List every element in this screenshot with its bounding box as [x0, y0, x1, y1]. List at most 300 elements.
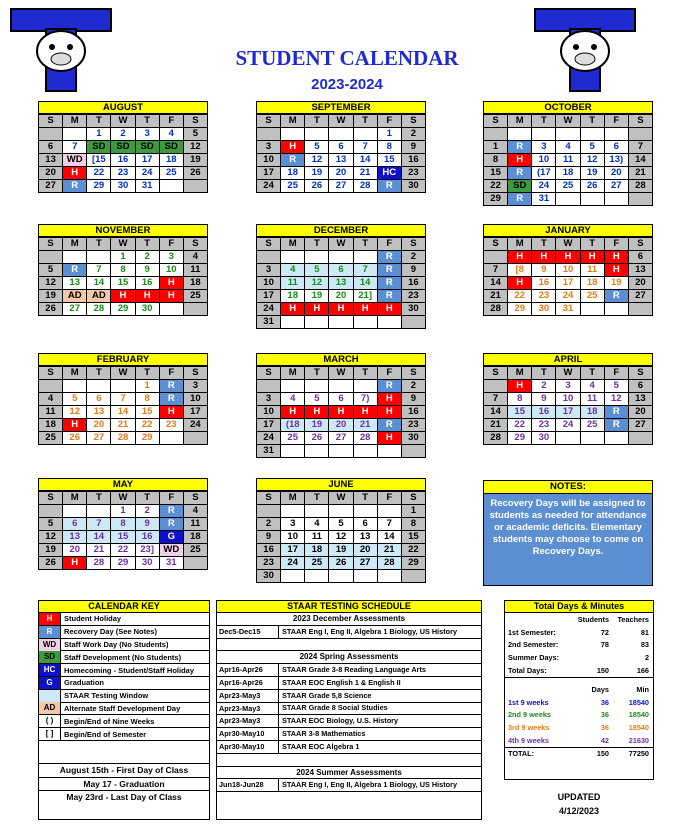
day-cell: [281, 505, 305, 518]
day-cell: 25: [305, 557, 329, 570]
weekday-header: M: [281, 367, 305, 380]
day-cell: [580, 303, 604, 316]
day-cell: 18: [39, 419, 63, 432]
weekday-header: T: [305, 492, 329, 505]
month-title: OCTOBER: [483, 101, 653, 114]
day-cell: 12: [183, 141, 207, 154]
weekday-header: F: [377, 115, 401, 128]
day-cell: 4: [281, 393, 305, 406]
day-cell: 31: [257, 316, 281, 329]
staar-date: Jun18-Jun28: [217, 779, 279, 791]
day-cell: 27: [39, 180, 63, 193]
day-cell: SD: [87, 141, 111, 154]
day-cell: 28: [111, 432, 135, 445]
day-cell: [508, 128, 532, 141]
day-cell: 14: [484, 406, 508, 419]
day-cell: 20: [329, 419, 353, 432]
day-cell: 31: [556, 303, 580, 316]
day-cell: 20: [87, 419, 111, 432]
day-cell: H: [377, 303, 401, 316]
day-cell: 30: [532, 303, 556, 316]
day-cell: 9: [135, 264, 159, 277]
day-cell: 17: [257, 290, 281, 303]
totals-col-students: Students: [577, 614, 609, 624]
day-cell: 16: [111, 154, 135, 167]
day-cell: 26: [305, 432, 329, 445]
key-label: Begin/End of Nine Weeks: [64, 716, 155, 726]
weekday-header: T: [353, 492, 377, 505]
month-march: [256, 353, 426, 458]
day-cell: 6: [63, 518, 87, 531]
day-cell: R: [377, 277, 401, 290]
month-june: [256, 478, 426, 583]
day-cell: [401, 570, 425, 583]
day-cell: 31: [257, 445, 281, 458]
day-cell: 29: [87, 180, 111, 193]
month-november: [38, 224, 208, 316]
day-cell: H: [604, 251, 628, 264]
weekday-header: M: [508, 238, 532, 251]
totals-row: 3rd 9 weeks 36 18540: [508, 723, 649, 733]
day-cell: 12: [329, 531, 353, 544]
day-cell: 22: [87, 167, 111, 180]
day-cell: H: [135, 290, 159, 303]
weekday-header: S: [484, 367, 508, 380]
day-cell: 9: [257, 531, 281, 544]
day-cell: 20: [39, 167, 63, 180]
day-cell: WD: [159, 544, 183, 557]
day-cell: 27: [353, 557, 377, 570]
totals-col-teachers: Teachers: [617, 614, 649, 624]
totals-row: 1st 9 weeks 36 18540: [508, 697, 649, 707]
day-cell: 23: [159, 419, 183, 432]
day-cell: [87, 380, 111, 393]
weekday-header: S: [183, 238, 207, 251]
day-cell: H: [604, 264, 628, 277]
day-cell: 1: [111, 505, 135, 518]
day-cell: 16: [532, 406, 556, 419]
month-title: MAY: [38, 478, 208, 491]
day-cell: 9: [401, 141, 425, 154]
day-cell: 7: [111, 393, 135, 406]
weekday-header: F: [159, 238, 183, 251]
day-cell: H: [281, 303, 305, 316]
day-cell: 19: [39, 290, 63, 303]
day-cell: AD: [87, 290, 111, 303]
day-cell: 13: [329, 277, 353, 290]
weekday-header: S: [628, 238, 652, 251]
day-cell: R: [377, 419, 401, 432]
weekday-header: M: [508, 115, 532, 128]
day-cell: 15: [377, 154, 401, 167]
day-cell: 30: [532, 432, 556, 445]
day-cell: 3: [257, 264, 281, 277]
day-cell: [329, 128, 353, 141]
key-item: [39, 728, 209, 741]
day-cell: 13: [39, 154, 63, 167]
day-cell: 16: [135, 531, 159, 544]
weekday-header: M: [63, 238, 87, 251]
day-cell: R: [159, 380, 183, 393]
day-cell: 18: [159, 154, 183, 167]
day-cell: 7: [63, 141, 87, 154]
day-cell: [257, 128, 281, 141]
day-cell: 24: [532, 180, 556, 193]
staar-dec-heading: 2023 December Assessments: [217, 613, 481, 626]
day-cell: 12: [604, 393, 628, 406]
day-cell: 19: [305, 167, 329, 180]
day-cell: H: [159, 406, 183, 419]
key-item: [39, 715, 209, 728]
day-cell: 17: [281, 544, 305, 557]
day-cell: 13: [63, 277, 87, 290]
staar-date: Apr16-Apr26: [217, 677, 279, 689]
day-cell: [8: [508, 264, 532, 277]
day-cell: 5: [305, 264, 329, 277]
key-item: [39, 613, 209, 626]
day-cell: 28: [87, 557, 111, 570]
weekday-header: M: [508, 367, 532, 380]
staar-test: STAAR EOC Algebra 1: [282, 741, 360, 751]
day-cell: 19: [183, 154, 207, 167]
day-cell: 2: [257, 518, 281, 531]
day-cell: [63, 128, 87, 141]
key-swatch: [ ]: [39, 728, 61, 740]
staar-test: STAAR Grade 8 Social Studies: [282, 703, 388, 713]
day-cell: H: [532, 251, 556, 264]
month-january: [483, 224, 653, 316]
day-cell: [257, 505, 281, 518]
day-cell: 3: [257, 141, 281, 154]
day-cell: 27: [628, 419, 652, 432]
day-cell: 16: [401, 406, 425, 419]
day-cell: 13: [63, 531, 87, 544]
weekday-header: S: [39, 115, 63, 128]
day-cell: 7: [377, 518, 401, 531]
day-cell: 30: [135, 303, 159, 316]
day-cell: 4: [159, 128, 183, 141]
weekday-header: S: [39, 238, 63, 251]
day-cell: 4: [556, 141, 580, 154]
day-cell: 14: [628, 154, 652, 167]
day-cell: 15: [111, 277, 135, 290]
day-cell: [281, 380, 305, 393]
day-cell: 21: [353, 167, 377, 180]
weekday-header: W: [556, 367, 580, 380]
day-cell: 1: [111, 251, 135, 264]
day-cell: 19: [329, 544, 353, 557]
day-cell: [39, 380, 63, 393]
bulldog-logo-right: [530, 5, 640, 93]
day-cell: 30: [135, 557, 159, 570]
day-cell: 4: [183, 251, 207, 264]
day-cell: 11: [183, 518, 207, 531]
totals-panel: [504, 600, 654, 780]
day-cell: [305, 128, 329, 141]
day-cell: 31: [135, 180, 159, 193]
day-cell: HC: [377, 167, 401, 180]
day-cell: 18: [183, 531, 207, 544]
day-cell: 7: [484, 264, 508, 277]
key-item: [39, 690, 209, 703]
weekday-header: S: [484, 115, 508, 128]
day-cell: 19: [604, 277, 628, 290]
day-cell: 26: [183, 167, 207, 180]
day-cell: 20: [628, 406, 652, 419]
day-cell: [87, 251, 111, 264]
day-cell: 25: [580, 290, 604, 303]
day-cell: SD: [111, 141, 135, 154]
day-cell: R: [377, 180, 401, 193]
day-cell: [484, 251, 508, 264]
totals-row: 1st Semester: 72 81: [508, 627, 649, 637]
key-item: [39, 677, 209, 690]
day-cell: R: [508, 167, 532, 180]
day-cell: 26: [39, 303, 63, 316]
day-cell: 16: [135, 277, 159, 290]
weekday-header: W: [111, 238, 135, 251]
staar-row: [217, 779, 481, 792]
day-cell: 6: [329, 141, 353, 154]
weekday-header: S: [257, 492, 281, 505]
day-cell: [305, 505, 329, 518]
day-cell: 1: [87, 128, 111, 141]
day-cell: 23: [257, 557, 281, 570]
weekday-header: T: [135, 115, 159, 128]
day-cell: 29: [508, 432, 532, 445]
day-cell: 11: [39, 406, 63, 419]
notes-title: NOTES:: [484, 481, 652, 494]
day-cell: 1: [401, 505, 425, 518]
weekday-header: S: [628, 367, 652, 380]
day-cell: R: [508, 193, 532, 206]
day-cell: H: [377, 432, 401, 445]
weekday-header: T: [532, 367, 556, 380]
day-cell: 23: [401, 419, 425, 432]
day-cell: [183, 180, 207, 193]
key-items: [39, 613, 209, 741]
day-cell: 7: [87, 518, 111, 531]
day-cell: 30: [401, 180, 425, 193]
day-cell: 10: [556, 393, 580, 406]
weekday-header: S: [401, 115, 425, 128]
weekday-header: S: [401, 367, 425, 380]
day-cell: [377, 445, 401, 458]
day-cell: [401, 445, 425, 458]
day-cell: [353, 316, 377, 329]
day-cell: [329, 505, 353, 518]
day-cell: 5: [329, 518, 353, 531]
day-cell: [87, 505, 111, 518]
day-cell: [281, 316, 305, 329]
day-cell: R: [604, 290, 628, 303]
weekday-header: T: [135, 367, 159, 380]
day-cell: 21: [377, 544, 401, 557]
day-cell: [604, 432, 628, 445]
weekday-header: S: [39, 492, 63, 505]
weekday-header: W: [329, 367, 353, 380]
day-cell: H: [329, 303, 353, 316]
day-cell: 20: [329, 167, 353, 180]
month-february: [38, 353, 208, 445]
day-cell: 4: [183, 505, 207, 518]
day-cell: 29: [111, 557, 135, 570]
day-cell: [111, 380, 135, 393]
key-item: [39, 703, 209, 716]
day-cell: 27: [329, 432, 353, 445]
day-cell: 21: [484, 290, 508, 303]
day-cell: 1: [135, 380, 159, 393]
weekday-header: T: [87, 367, 111, 380]
day-cell: [159, 180, 183, 193]
key-first-day: August 15th - First Day of Class: [59, 764, 189, 775]
day-cell: [183, 557, 207, 570]
weekday-header: S: [183, 115, 207, 128]
totals-row: Total Days: 150 166: [508, 666, 649, 676]
day-cell: 25: [183, 290, 207, 303]
day-cell: 2: [135, 505, 159, 518]
day-cell: 5: [183, 128, 207, 141]
staar-date: Apr23-May3: [217, 690, 279, 702]
day-cell: [484, 380, 508, 393]
day-cell: [329, 380, 353, 393]
day-cell: H: [353, 406, 377, 419]
day-cell: 24: [257, 180, 281, 193]
staar-date: Apr30-May10: [217, 728, 279, 740]
calendar-key: [38, 600, 210, 820]
day-cell: 31: [159, 557, 183, 570]
day-cell: 22: [484, 180, 508, 193]
day-cell: [556, 128, 580, 141]
day-cell: 23: [532, 419, 556, 432]
day-cell: 25: [580, 419, 604, 432]
day-cell: 13: [329, 154, 353, 167]
month-title: JANUARY: [483, 224, 653, 237]
day-cell: [305, 251, 329, 264]
day-cell: 12: [305, 154, 329, 167]
key-title: CALENDAR KEY: [39, 601, 209, 613]
weekday-header: T: [87, 115, 111, 128]
day-cell: R: [508, 141, 532, 154]
day-cell: 17: [257, 419, 281, 432]
day-cell: 23: [401, 167, 425, 180]
day-cell: 12: [63, 406, 87, 419]
key-item: [39, 639, 209, 652]
month-title: APRIL: [483, 353, 653, 366]
day-cell: [159, 303, 183, 316]
day-cell: [39, 128, 63, 141]
key-swatch: WD: [39, 639, 61, 651]
weekday-header: T: [353, 238, 377, 251]
day-cell: R: [281, 154, 305, 167]
day-cell: 3: [532, 141, 556, 154]
key-graduation: May 17 - Graduation: [39, 777, 209, 790]
totals-total-row: TOTAL: 150 77250: [505, 747, 653, 760]
day-cell: 16: [401, 154, 425, 167]
day-cell: [63, 505, 87, 518]
day-cell: H: [63, 167, 87, 180]
day-cell: 20: [604, 167, 628, 180]
day-cell: 24: [281, 557, 305, 570]
day-cell: 20: [353, 544, 377, 557]
day-cell: H: [377, 393, 401, 406]
day-cell: 14: [87, 277, 111, 290]
day-cell: 2: [401, 380, 425, 393]
day-cell: H: [353, 303, 377, 316]
day-cell: 23: [111, 167, 135, 180]
day-cell: 6: [628, 251, 652, 264]
weekday-header: W: [556, 238, 580, 251]
day-cell: 14: [484, 277, 508, 290]
weekday-header: T: [353, 115, 377, 128]
day-cell: [329, 251, 353, 264]
day-cell: 5: [63, 393, 87, 406]
day-cell: 5: [39, 264, 63, 277]
day-cell: 3: [159, 251, 183, 264]
day-cell: H: [281, 141, 305, 154]
bulldog-logo-left: [6, 5, 116, 93]
day-cell: 14: [353, 277, 377, 290]
day-cell: [329, 445, 353, 458]
weekday-header: W: [556, 115, 580, 128]
day-cell: [159, 432, 183, 445]
weekday-header: S: [401, 238, 425, 251]
day-cell: 2: [532, 380, 556, 393]
day-cell: [281, 251, 305, 264]
day-cell: 17: [135, 154, 159, 167]
day-cell: SD: [508, 180, 532, 193]
key-swatch: R: [39, 626, 61, 638]
staar-row: [217, 626, 481, 639]
day-cell: 19: [305, 290, 329, 303]
key-last-day: May 23rd - Last Day of Class: [39, 790, 209, 803]
day-cell: R: [377, 251, 401, 264]
month-title: JUNE: [256, 478, 426, 491]
day-cell: [329, 570, 353, 583]
day-cell: 11: [305, 531, 329, 544]
day-cell: 22: [135, 419, 159, 432]
totals-row: 2nd 9 weeks 36 18540: [508, 710, 649, 720]
day-cell: 16: [401, 277, 425, 290]
day-cell: 7: [87, 264, 111, 277]
day-cell: 6: [39, 141, 63, 154]
day-cell: 17: [183, 406, 207, 419]
weekday-header: M: [281, 492, 305, 505]
day-cell: 13: [87, 406, 111, 419]
day-cell: [305, 570, 329, 583]
day-cell: 25: [556, 180, 580, 193]
day-cell: 13): [604, 154, 628, 167]
day-cell: 21: [111, 419, 135, 432]
key-swatch: [39, 690, 61, 702]
day-cell: 29: [401, 557, 425, 570]
key-label: Staff Development (No Students): [64, 652, 182, 662]
key-swatch: HC: [39, 664, 61, 676]
day-cell: [628, 193, 652, 206]
staar-row: [217, 741, 481, 754]
day-cell: H: [508, 154, 532, 167]
day-cell: H: [159, 277, 183, 290]
weekday-header: S: [257, 367, 281, 380]
day-cell: 18: [556, 167, 580, 180]
day-cell: 9: [401, 264, 425, 277]
staar-test: STAAR EOC Biology, U.S. History: [282, 716, 399, 726]
day-cell: 22: [508, 419, 532, 432]
key-swatch: SD: [39, 651, 61, 663]
day-cell: 11: [183, 264, 207, 277]
day-cell: 12: [580, 154, 604, 167]
key-item: [39, 651, 209, 664]
